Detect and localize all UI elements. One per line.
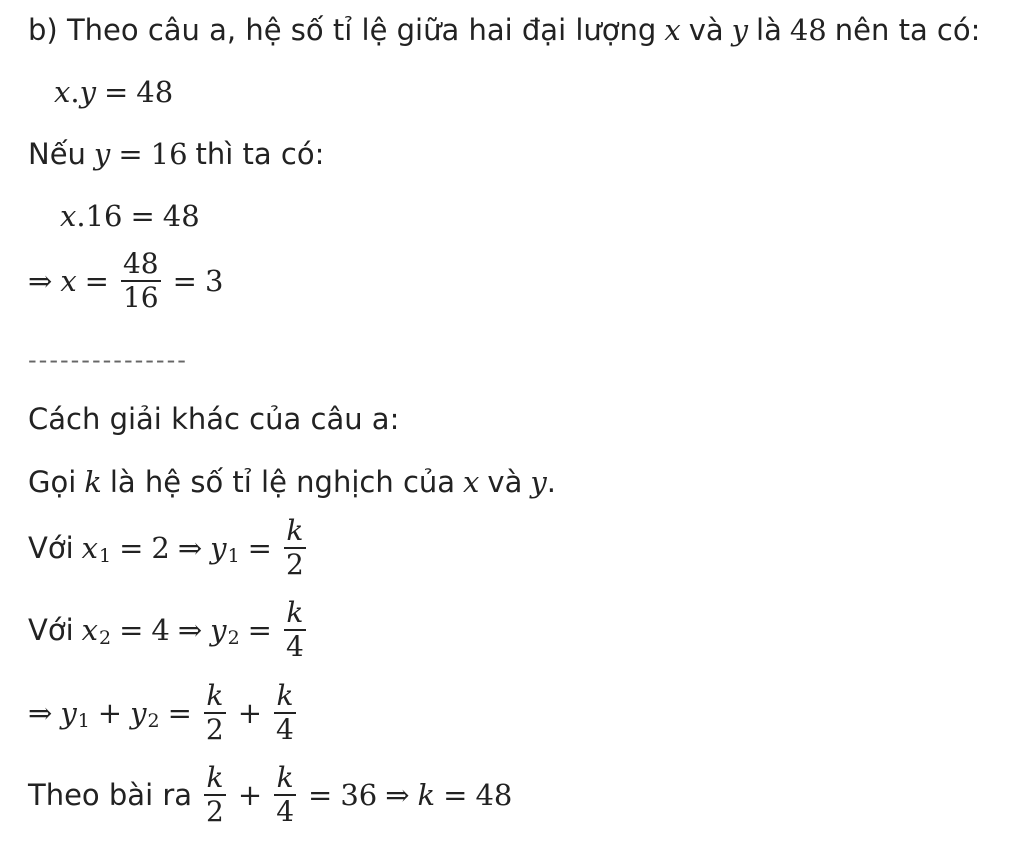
text: là hệ số tỉ lệ nghịch của bbox=[109, 465, 456, 499]
subscript: 1 bbox=[99, 544, 112, 567]
numerator: k bbox=[206, 679, 224, 712]
var-y: y bbox=[79, 75, 96, 109]
fraction bbox=[274, 680, 296, 746]
text: nên ta có: bbox=[834, 13, 981, 47]
text: Cách giải khác của câu a: bbox=[28, 402, 400, 436]
equals: = bbox=[103, 75, 129, 109]
number: 3 bbox=[204, 263, 224, 298]
number: 36 bbox=[340, 777, 378, 812]
var-y: y bbox=[530, 465, 547, 499]
fraction bbox=[204, 680, 226, 746]
line-x1 bbox=[28, 515, 310, 581]
text: là bbox=[756, 13, 782, 47]
numerator: k bbox=[276, 679, 294, 712]
numerator: k bbox=[276, 761, 294, 794]
equation-x-result bbox=[28, 248, 223, 314]
subscript: 1 bbox=[77, 709, 90, 732]
line-statement bbox=[28, 13, 981, 47]
text: Với bbox=[28, 530, 74, 565]
implies-arrow: ⇒ bbox=[28, 263, 53, 298]
fraction bbox=[121, 248, 161, 314]
number: .16 bbox=[76, 199, 123, 233]
var-y: y bbox=[210, 530, 227, 565]
denominator: 4 bbox=[276, 795, 295, 829]
numerator: 48 bbox=[122, 247, 159, 280]
subscript: 2 bbox=[99, 626, 112, 649]
text: và bbox=[688, 13, 724, 47]
number: 16 bbox=[150, 137, 188, 171]
equals: = bbox=[247, 612, 272, 647]
equals: = bbox=[130, 199, 155, 233]
denominator: 2 bbox=[206, 795, 224, 829]
denominator: 2 bbox=[285, 548, 304, 582]
line-conclusion bbox=[28, 762, 512, 828]
equals: = bbox=[84, 263, 109, 298]
text: và bbox=[487, 465, 523, 499]
subscript: 2 bbox=[147, 709, 160, 732]
plus: + bbox=[237, 777, 263, 812]
text: Nếu bbox=[28, 137, 86, 171]
denominator: 4 bbox=[285, 630, 304, 664]
var-k: k bbox=[417, 777, 436, 812]
var-x: x bbox=[60, 199, 77, 233]
numerator: k bbox=[206, 761, 224, 794]
line-if bbox=[28, 137, 325, 171]
fraction bbox=[204, 762, 226, 828]
subscript: 2 bbox=[227, 626, 240, 649]
var-x: x bbox=[81, 530, 98, 565]
equals: = bbox=[119, 530, 144, 565]
line-sum bbox=[28, 680, 300, 746]
implies-arrow: ⇒ bbox=[177, 612, 203, 647]
equation-x16 bbox=[60, 199, 200, 233]
equals: = bbox=[119, 612, 144, 647]
equals: = bbox=[247, 530, 272, 565]
equals: = bbox=[443, 777, 468, 812]
number: 2 bbox=[151, 530, 170, 565]
var-y: y bbox=[210, 612, 227, 647]
fraction bbox=[284, 597, 306, 663]
number: 4 bbox=[151, 612, 170, 647]
var-y: y bbox=[93, 137, 111, 171]
equals: = bbox=[172, 263, 197, 298]
number: 48 bbox=[136, 75, 174, 109]
denominator: 4 bbox=[276, 713, 294, 747]
line-alt-method bbox=[28, 402, 400, 436]
line-x2 bbox=[28, 597, 310, 663]
var-y: y bbox=[731, 13, 749, 47]
line-define-k bbox=[28, 465, 556, 499]
var-x: x bbox=[463, 465, 480, 499]
equals: = bbox=[308, 777, 333, 812]
var-x: x bbox=[60, 263, 77, 298]
text: Với bbox=[28, 612, 74, 647]
var-y: y bbox=[60, 695, 77, 730]
denominator: 2 bbox=[205, 713, 224, 747]
fraction bbox=[284, 515, 306, 581]
separator: --------------- bbox=[28, 346, 188, 374]
number: 48 bbox=[789, 13, 827, 47]
var-k: k bbox=[84, 465, 102, 499]
equals: = bbox=[118, 137, 143, 171]
numerator: k bbox=[286, 514, 304, 547]
subscript: 1 bbox=[227, 544, 240, 567]
text: Gọi bbox=[28, 465, 77, 499]
var-x: x bbox=[664, 13, 681, 47]
plus: + bbox=[97, 695, 123, 730]
text: . bbox=[546, 465, 556, 499]
denominator: 16 bbox=[122, 281, 159, 315]
var-y: y bbox=[130, 695, 147, 730]
number: 48 bbox=[162, 199, 200, 233]
implies-arrow: ⇒ bbox=[177, 530, 203, 565]
var-x: x bbox=[81, 612, 98, 647]
plus: + bbox=[237, 695, 263, 730]
var-x: x bbox=[54, 75, 71, 109]
text: thì ta có: bbox=[195, 137, 325, 171]
implies-arrow: ⇒ bbox=[28, 695, 53, 730]
text: b) Theo câu a, hệ số tỉ lệ giữa hai đại lượng bbox=[28, 13, 657, 47]
fraction bbox=[274, 762, 296, 828]
equals: = bbox=[167, 695, 192, 730]
implies-arrow: ⇒ bbox=[385, 777, 410, 812]
text: Theo bài ra bbox=[28, 777, 193, 812]
dot: . bbox=[70, 75, 80, 109]
equation-xy bbox=[54, 75, 174, 109]
number: 48 bbox=[475, 777, 513, 812]
numerator: k bbox=[286, 596, 304, 629]
